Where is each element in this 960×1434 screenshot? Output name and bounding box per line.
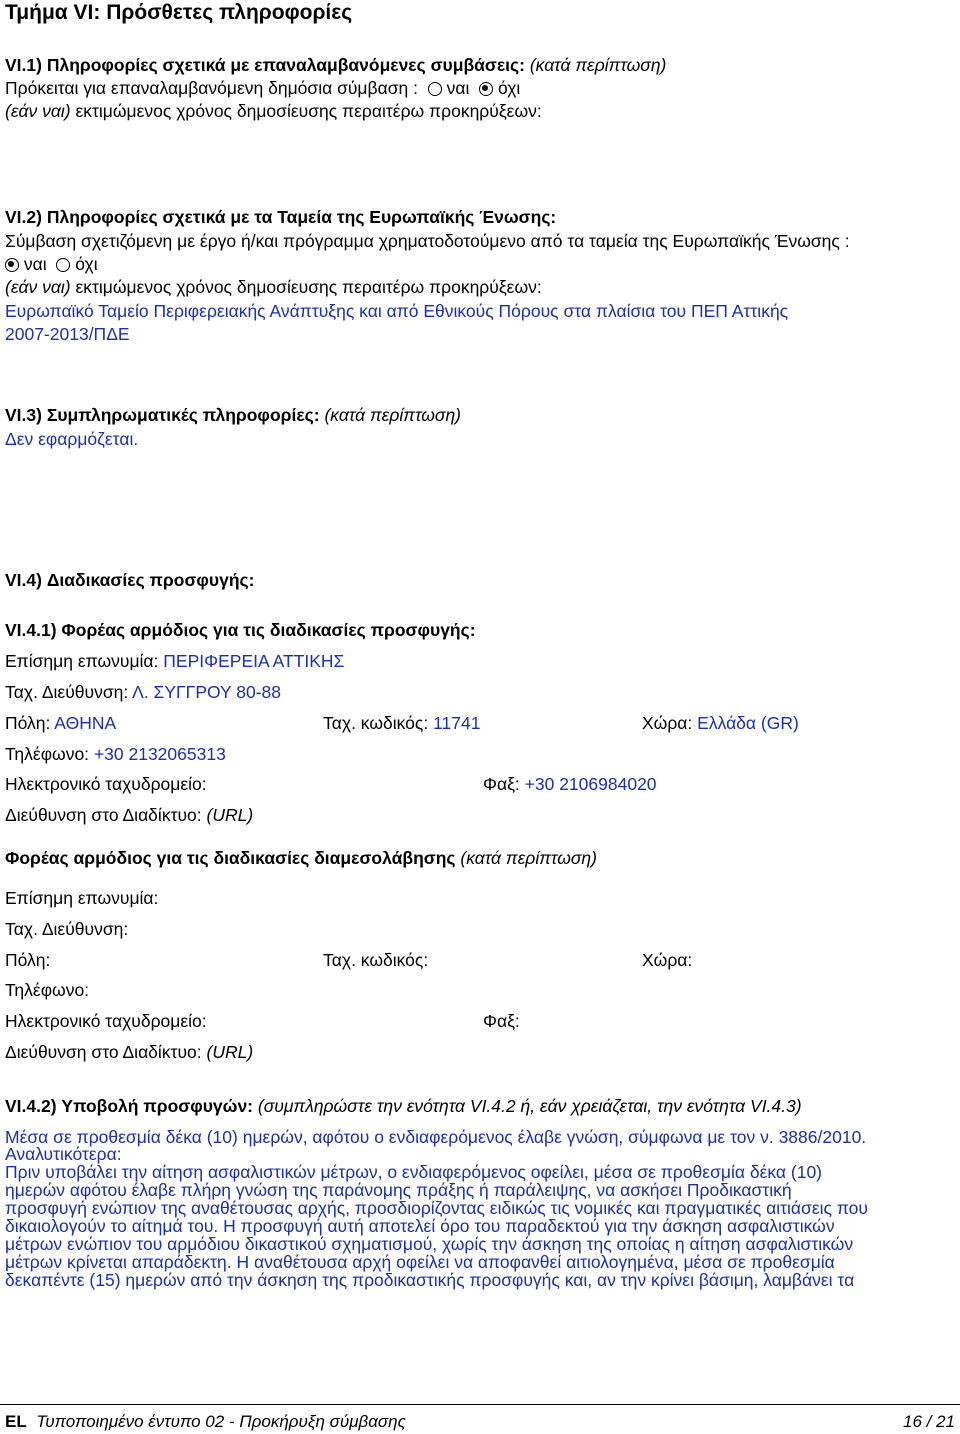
review-body-phone-label: Τηλέφωνο:	[5, 744, 90, 764]
vi1-heading-note: (κατά περίπτωση)	[529, 55, 667, 75]
review-body-fax-value: +30 2106984020	[524, 774, 657, 794]
footer-lang: EL	[5, 1412, 27, 1431]
vi1-no-label: όχι	[497, 78, 521, 98]
vi2-yes-label: ναι	[23, 254, 47, 274]
vi1-question-row	[5, 78, 520, 99]
vi4-2-line: προσφυγή ενώπιον της αναθέτουσας αρχής, προσδιορίζοντας ειδικώς τις νομικές και πραγματικές αιτιάσεις που	[5, 1198, 868, 1218]
review-body-fax-row	[483, 774, 657, 795]
vi4-2-line: Αναλυτικότερα:	[5, 1144, 122, 1164]
review-body-email-label: Ηλεκτρονικό ταχυδρομείο:	[5, 774, 207, 794]
mediation-url-row	[5, 1042, 253, 1063]
mediation-fax-label: Φαξ:	[483, 1011, 520, 1031]
mediation-email-label: Ηλεκτρονικό ταχυδρομείο:	[5, 1011, 207, 1031]
review-body-name-value: ΠΕΡΙΦΕΡΕΙΑ ΑΤΤΙΚΗΣ	[163, 651, 345, 671]
mediation-addr-label: Ταχ. Διεύθυνση:	[5, 919, 129, 939]
review-body-country-value: Ελλάδα (GR)	[697, 713, 799, 733]
review-body-country-row	[642, 713, 799, 734]
vi4-2-line: δεκαπέντε (15) ημερών από την άσκηση της προδικαστικής προσφυγής και, αν την κρίνει βάσιμη, λαμβάνει τα	[5, 1270, 855, 1290]
review-body-url-row	[5, 805, 253, 826]
vi2-radio-row	[5, 254, 98, 275]
vi4-2-heading: VI.4.2) Υποβολή προσφυγών:	[5, 1096, 254, 1116]
review-body-country-label: Χώρα:	[642, 713, 693, 733]
vi1-yes-label: ναι	[446, 78, 470, 98]
vi2-heading: VI.2) Πληροφορίες σχετικά με τα Ταμεία της Ευρωπαϊκής Ένωσης:	[5, 207, 557, 227]
mediation-url-label: Διεύθυνση στο Διαδίκτυο:	[5, 1042, 202, 1062]
mediation-city-label: Πόλη:	[5, 950, 51, 970]
mediation-heading-note: (κατά περίπτωση)	[460, 848, 597, 868]
vi1-if-yes-row	[5, 101, 542, 122]
review-body-city-label: Πόλη:	[5, 713, 51, 733]
vi4-2-line: μέτρων ενώπιον του αρμόδιου δικαστικού σχηματισμού, χωρίς την άσκηση της οποίας η αίτηση ασφαλιστικών	[5, 1234, 854, 1254]
review-body-url-note: (URL)	[206, 805, 254, 825]
vi4-2-text1: Μέσα σε προθεσμία δέκα (10) ημερών, αφότου ο ενδιαφερόμενος έλαβε γνώση, σύμφωνα με τον ν. 3886/2010.	[5, 1127, 867, 1147]
section-title: Τμήμα VI: Πρόσθετες πληροφορίες	[5, 1, 353, 24]
mediation-name-label: Επίσημη επωνυμία:	[5, 888, 159, 908]
vi1-if-yes-prefix: (εάν ναι)	[5, 101, 71, 121]
mediation-country-label: Χώρα:	[642, 950, 693, 970]
review-body-phone-row	[5, 744, 226, 765]
review-body-postcode-value: 11741	[433, 713, 481, 733]
review-body-fax-label: Φαξ:	[483, 774, 520, 794]
vi1-no-radio-icon[interactable]	[479, 82, 493, 96]
review-body-postcode-label: Ταχ. κωδικός:	[323, 713, 429, 733]
vi4-1-heading: VI.4.1) Φορέας αρμόδιος για τις διαδικασίες προσφυγής:	[5, 620, 476, 640]
footer-left	[5, 1412, 406, 1432]
vi2-if-yes-prefix: (εάν ναι)	[5, 277, 71, 297]
vi4-heading: VI.4) Διαδικασίες προσφυγής:	[5, 570, 255, 590]
review-body-addr-label: Ταχ. Διεύθυνση:	[5, 682, 129, 702]
review-body-phone-value: +30 2132065313	[93, 744, 226, 764]
review-body-city-row	[5, 713, 116, 734]
vi4-2-paragraph	[5, 1145, 955, 1289]
vi4-2-line: δικαιολογούν το αίτημά του. Η προσφυγή αυτή αποτελεί όρο του παραδεκτού για την άσκηση ασφαλιστικών	[5, 1216, 835, 1236]
vi2-if-yes-row	[5, 277, 542, 298]
review-body-addr-row	[5, 682, 281, 703]
vi2-no-label: όχι	[75, 254, 98, 274]
mediation-postcode-label: Ταχ. κωδικός:	[323, 950, 429, 970]
footer-form-name: Τυποποιημένο έντυπο 02 - Προκήρυξη σύμβασης	[36, 1412, 406, 1431]
vi1-yes-radio-icon[interactable]	[428, 82, 442, 96]
vi3-heading-row	[5, 405, 461, 426]
review-body-name-label: Επίσημη επωνυμία:	[5, 651, 159, 671]
vi4-2-heading-note: (συμπληρώστε την ενότητα VI.4.2 ή, εάν χρειάζεται, την ενότητα VI.4.3)	[257, 1096, 802, 1116]
vi4-2-line: μέτρων κρίνεται απαράδεκτη. Η αναθέτουσα αρχή οφείλει να αποφανθεί αιτιολογημένα, μέσα σε προθεσμία	[5, 1252, 835, 1272]
vi2-answer-line1: Ευρωπαϊκό Ταμείο Περιφερειακής Ανάπτυξης και από Εθνικούς Πόρους στα πλαίσια του ΠΕΠ Αττικής	[5, 301, 789, 321]
mediation-phone-label: Τηλέφωνο:	[5, 980, 90, 1000]
vi1-heading-row	[5, 55, 666, 76]
vi1-heading: VI.1) Πληροφορίες σχετικά με επαναλαμβανόμενες συμβάσεις:	[5, 55, 525, 75]
vi2-answer-line2: 2007-2013/ΠΔΕ	[5, 324, 130, 344]
mediation-heading-row	[5, 848, 597, 869]
vi2-no-radio-icon[interactable]	[56, 258, 70, 272]
mediation-url-note: (URL)	[206, 1042, 254, 1062]
vi3-answer: Δεν εφαρμόζεται.	[5, 429, 139, 449]
vi1-question: Πρόκειται για επαναλαμβανόμενη δημόσια σύμβαση :	[5, 78, 418, 98]
vi2-yes-radio-icon[interactable]	[5, 258, 19, 272]
footer-divider	[0, 1404, 960, 1405]
vi3-heading-note: (κατά περίπτωση)	[324, 405, 462, 425]
vi4-2-line: Πριν υποβάλει την αίτηση ασφαλιστικών μέτρων, ο ενδιαφερόμενος οφείλει, μέσα σε προθεσμία δέκα (10)	[5, 1162, 823, 1182]
review-body-city-value: ΑΘΗΝΑ	[54, 713, 117, 733]
vi2-if-yes-text: εκτιμώμενος χρόνος δημοσίευσης περαιτέρω προκηρύξεων:	[75, 277, 542, 297]
vi2-question: Σύμβαση σχετιζόμενη με έργο ή/και πρόγραμμα χρηματοδοτούμενο από τα ταμεία της Ευρωπαϊκής Ένωσης :	[5, 231, 850, 251]
review-body-addr-value: Λ. ΣΥΓΓΡΟΥ 80-88	[132, 682, 282, 702]
vi1-if-yes-text: εκτιμώμενος χρόνος δημοσίευσης περαιτέρω προκηρύξεων:	[75, 101, 542, 121]
vi4-2-line: ημερών αφότου έλαβε πλήρη γνώση της παράνομης πράξης ή παράλειψης, να ασκήσει Προδικαστική	[5, 1180, 792, 1200]
review-body-postcode-row	[323, 713, 480, 734]
vi3-heading: VI.3) Συμπληρωματικές πληροφορίες:	[5, 405, 320, 425]
mediation-heading: Φορέας αρμόδιος για τις διαδικασίες διαμεσολάβησης	[5, 848, 456, 868]
review-body-name-row	[5, 651, 344, 672]
review-body-url-label: Διεύθυνση στο Διαδίκτυο:	[5, 805, 202, 825]
vi4-2-heading-row	[5, 1096, 802, 1117]
footer-page-number: 16 / 21	[903, 1412, 955, 1431]
